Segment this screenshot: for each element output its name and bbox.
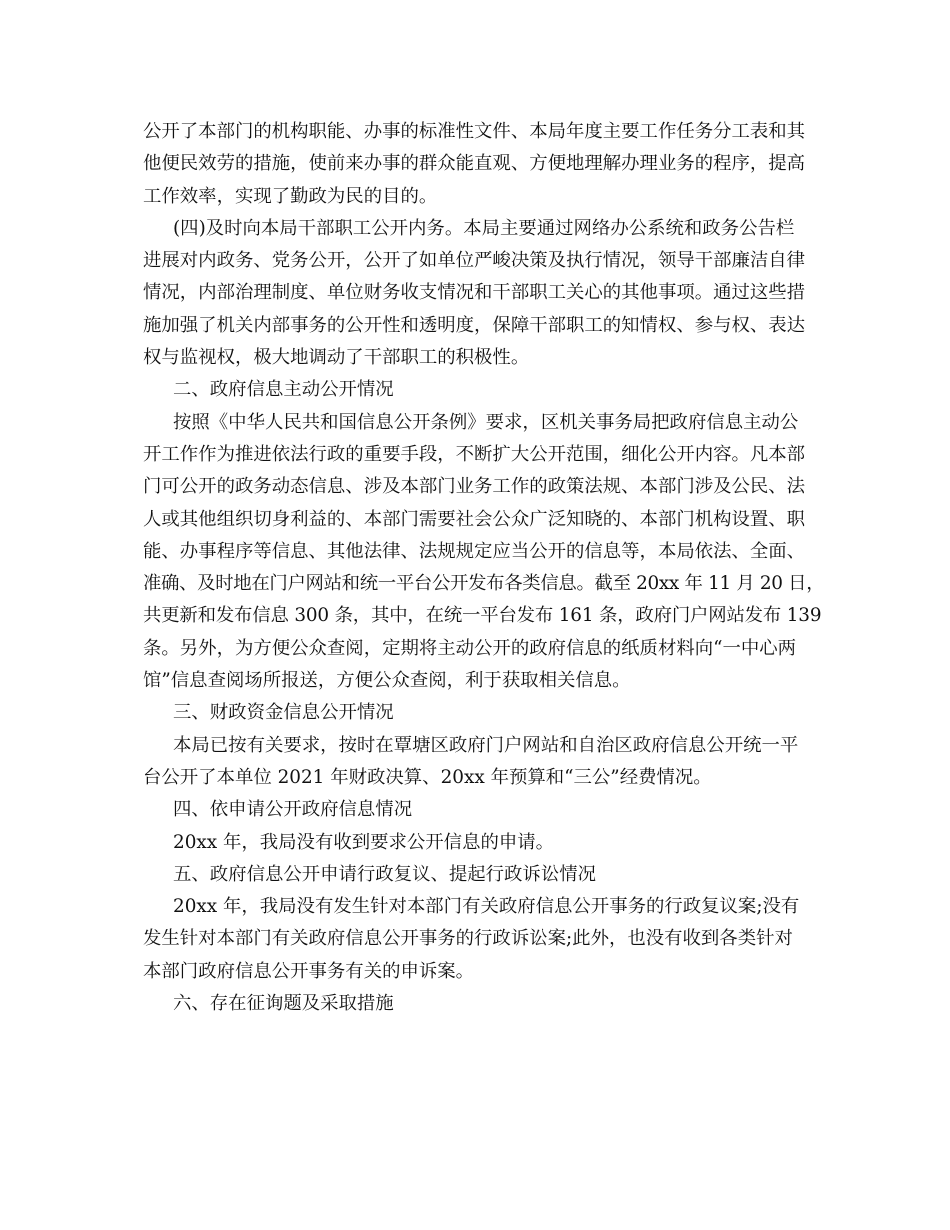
text-line: 门可公开的政务动态信息、涉及本部门业务工作的政策法规、本部门涉及公民、法: [143, 476, 806, 498]
text-line: 本局已按有关要求，按时在覃塘区政府门户网站和自治区政府信息公开统一平: [173, 734, 799, 756]
text-line: 公开了本部门的机构职能、办事的标准性文件、本局年度主要工作任务分工表和其: [143, 121, 806, 142]
text-line: 发生针对本部门有关政府信息公开事务的行政诉讼案;此外，也没有收到各类针对: [143, 928, 793, 950]
text-line: 按照《中华人民共和国信息公开条例》要求，区机关事务局把政府信息主动公: [173, 411, 799, 433]
text-line: 情况，内部治理制度、单位财务收支情况和干部职工关心的其他事项。通过这些措: [143, 282, 806, 304]
document-body: [143, 116, 825, 1020]
text-line: 本部门政府信息公开事务有关的申诉案。: [143, 960, 475, 982]
text-line: 四、依申请公开政府信息情况: [173, 799, 413, 821]
text-line: 他便民效劳的措施，使前来办事的群众能直观、方便地理解办理业务的程序，提高: [143, 153, 806, 175]
text-line: 共更新和发布信息 300 条，其中，在统一平台发布 161 条，政府门户网站发布 139: [143, 605, 822, 627]
text-line: 开工作作为推进依法行政的重要手段，不断扩大公开范围，细化公开内容。凡本部: [143, 443, 806, 465]
text-line: 进展对内政务、党务公开，公开了如单位严峻决策及执行情况，领导干部廉洁自律: [143, 250, 806, 272]
text-line: 五、政府信息公开申请行政复议、提起行政诉讼情况: [173, 863, 596, 885]
text-line: 三、财政资金信息公开情况: [173, 702, 394, 724]
text-line: 条。另外，为方便公众查阅，定期将主动公开的政府信息的纸质材料向“一中心两: [143, 637, 797, 659]
text-line: 馆”信息查阅场所报送，方便公众查阅，利于获取相关信息。: [143, 670, 631, 692]
text-line: 20xx 年，我局没有发生针对本部门有关政府信息公开事务的行政复议案;没有: [173, 896, 800, 918]
text-line: 人或其他组织切身利益的、本部门需要社会公众广泛知晓的、本部门机构设置、职: [143, 508, 806, 530]
text-line: 能、办事程序等信息、其他法律、法规规定应当公开的信息等，本局依法、全面、: [143, 540, 806, 562]
text-line: (四)及时向本局干部职工公开内务。本局主要通过网络办公系统和政务公告栏: [173, 217, 795, 239]
text-line: 20xx 年，我局没有收到要求公开信息的申请。: [173, 831, 555, 853]
text-line: 六、存在征询题及采取措施: [173, 993, 394, 1015]
text-line: 准确、及时地在门户网站和统一平台公开发布各类信息。截至 20xx 年 11 月 20 日，: [143, 573, 825, 595]
text-line: 施加强了机关内部事务的公开性和透明度，保障干部职工的知情权、参与权、表达: [143, 314, 806, 336]
text-line: 权与监视权，极大地调动了干部职工的积极性。: [143, 347, 530, 369]
text-line: 台公开了本单位 2021 年财政决算、20xx 年预算和“三公”经费情况。: [143, 766, 712, 788]
text-line: 工作效率，实现了勤政为民的目的。: [143, 185, 438, 207]
text-line: 二、政府信息主动公开情况: [173, 379, 394, 401]
